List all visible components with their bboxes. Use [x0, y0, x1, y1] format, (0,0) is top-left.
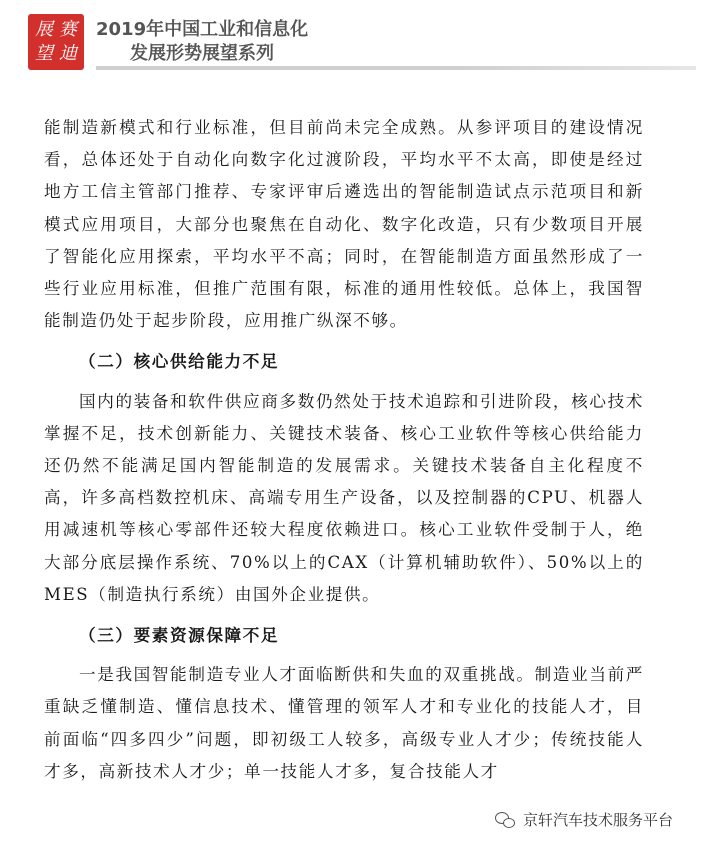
- paragraph-continuation: 能制造新模式和行业标准，但目前尚未完全成熟。从参评项目的建设情况看，总体还处于自动化向数字化过渡阶段，平均水平不太高，即使是经过地方工信主管部门推荐、专家评审后遴选出的智能制造试点示范项目和新模式应用项目，大部分也聚焦在自动化、数字化改造，只有少数项目开展了智能化应用探索，平均水平不高；同时，在智能制造方面虽然形成了一些行业应用标准，但推广范围有限，标准的通用性较低。总体上，我国智能制造仍处于起步阶段，应用推广纵深不够。: [44, 118, 644, 331]
- seal-char: 赛: [59, 19, 77, 40]
- wechat-icon: [495, 811, 517, 829]
- paragraph-core-supply: 国内的装备和软件供应商多数仍然处于技术追踪和引进阶段，核心技术掌握不足，技术创新能力、关键技术装备、核心工业软件等核心供给能力还仍然不能满足国内智能制造的发展需求。关键技术装备自主化程度不高，许多高档数控机床、高端专用生产设备，以及控制器的CPU、机器人用减速机等核心零部件还较大程度依赖进口。核心工业软件受制于人，绝大部分底层操作系统、70%以上的CAX（计算机辅助软件）、50%以上的MES（制造执行系统）由国外企业提供。: [44, 391, 644, 604]
- seal-char: 望: [35, 43, 53, 64]
- paragraph-talent: 一是我国智能制造专业人才面临断供和失血的双重挑战。制造业当前严重缺乏懂制造、懂信息技术、懂管理的领军人才和专业化的技能人才，目前面临“四多四少”问题，即初级工人较多，高级专业人才少；传统技能人才多，高新技术人才少；单一技能人才多，复合技能人才: [44, 665, 644, 781]
- seal-char: 展: [35, 19, 53, 40]
- series-title-line2: 发展形势展望系列: [130, 43, 274, 64]
- series-title-line1: 2019年中国工业和信息化: [96, 19, 309, 40]
- series-title: [96, 18, 308, 66]
- page-header: [0, 0, 715, 80]
- section-heading-resources: （三）要素资源保障不足: [79, 625, 280, 646]
- section-heading-core-supply: （二）核心供给能力不足: [79, 351, 280, 372]
- seal-char: 迪: [59, 43, 77, 64]
- logo-seal: [28, 14, 84, 70]
- wechat-watermark: [491, 807, 677, 832]
- watermark-label: 京轩汽车技术服务平台: [522, 811, 673, 829]
- document-body: [44, 112, 644, 788]
- header-divider: [96, 66, 696, 70]
